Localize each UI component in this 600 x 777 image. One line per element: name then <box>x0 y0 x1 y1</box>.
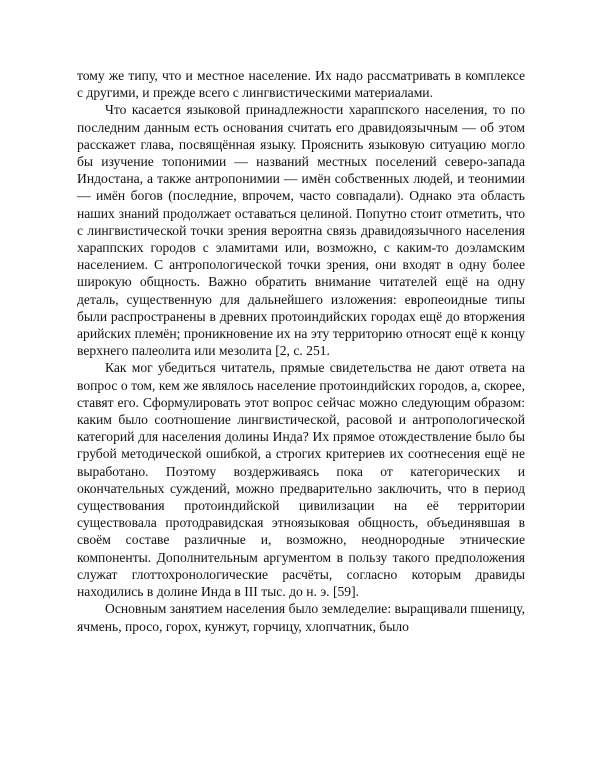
paragraph-language: Что касается языковой принадлежности хараппского населения, то по последним данным есть основания считать его дравидоязычным — об этом расскажет глава, посвящённая языку. Прояснить языковую ситуацию могло бы изучение топонимии — названий местных поселений северо-запада Индостана, а также антропонимии — имён собственных людей, и теонимии — имён богов (последние, впрочем, часто совпадали). Однако эта область наших знаний продолжает оставаться целиной. Попутно стоит отметить, что с лингвистической точки зрения вероятна связь дравидоязычного населения хараппских городов с эламитами или, возможно, с каким-то доэламским населением. С антропологической точки зрения, они входят в одну более широкую общность. Важно обратить внимание читателей ещё на одну деталь, существенную для дальнейшего изложения: европеоидные типы были распространены в древних протоиндийских городах ещё до вторжения арийских племён; проникновение их на эту территорию относят ещё к концу верхнего палеолита или мезолита [2, с. 251. <box>77 102 525 359</box>
document-page <box>77 67 525 635</box>
paragraph-continuation: тому же типу, что и местное население. Их надо рассматривать в комплексе с другими, и прежде всего с лингвистическими материалами. <box>77 68 525 101</box>
paragraph-population-question: Как мог убедиться читатель, прямые свидетельства не дают ответа на вопрос о том, кем же являлось население протоиндийских городов, а, скорее, ставят его. Сформулировать этот вопрос сейчас можно следующим образом: каким было соотношение лингвистической, расовой и антропологической категорий для населения долины Инда? Их прямое отождествление было бы грубой методической ошибкой, а строгих критериев их соотнесения ещё не выработано. Поэтому воздерживаясь пока от категорических и окончательных суждений, можно предварительно заключить, что в период существования протоиндийской цивилизации на её территории существовала протодравидская этноязыковая общность, объединявшая в своём составе различные и, возможно, неоднородные этнические компоненты. Дополнительным аргументом в пользу такого предположения служат глоттохронологические расчёты, согласно которым дравиды находились в долине Инда в III тыс. до н. э. [59]. <box>77 360 525 600</box>
paragraph-agriculture: Основным занятием населения было земледелие: выращивали пшеницу, ячмень, просо, горох, кунжут, горчицу, хлопчатник, было <box>77 601 525 634</box>
